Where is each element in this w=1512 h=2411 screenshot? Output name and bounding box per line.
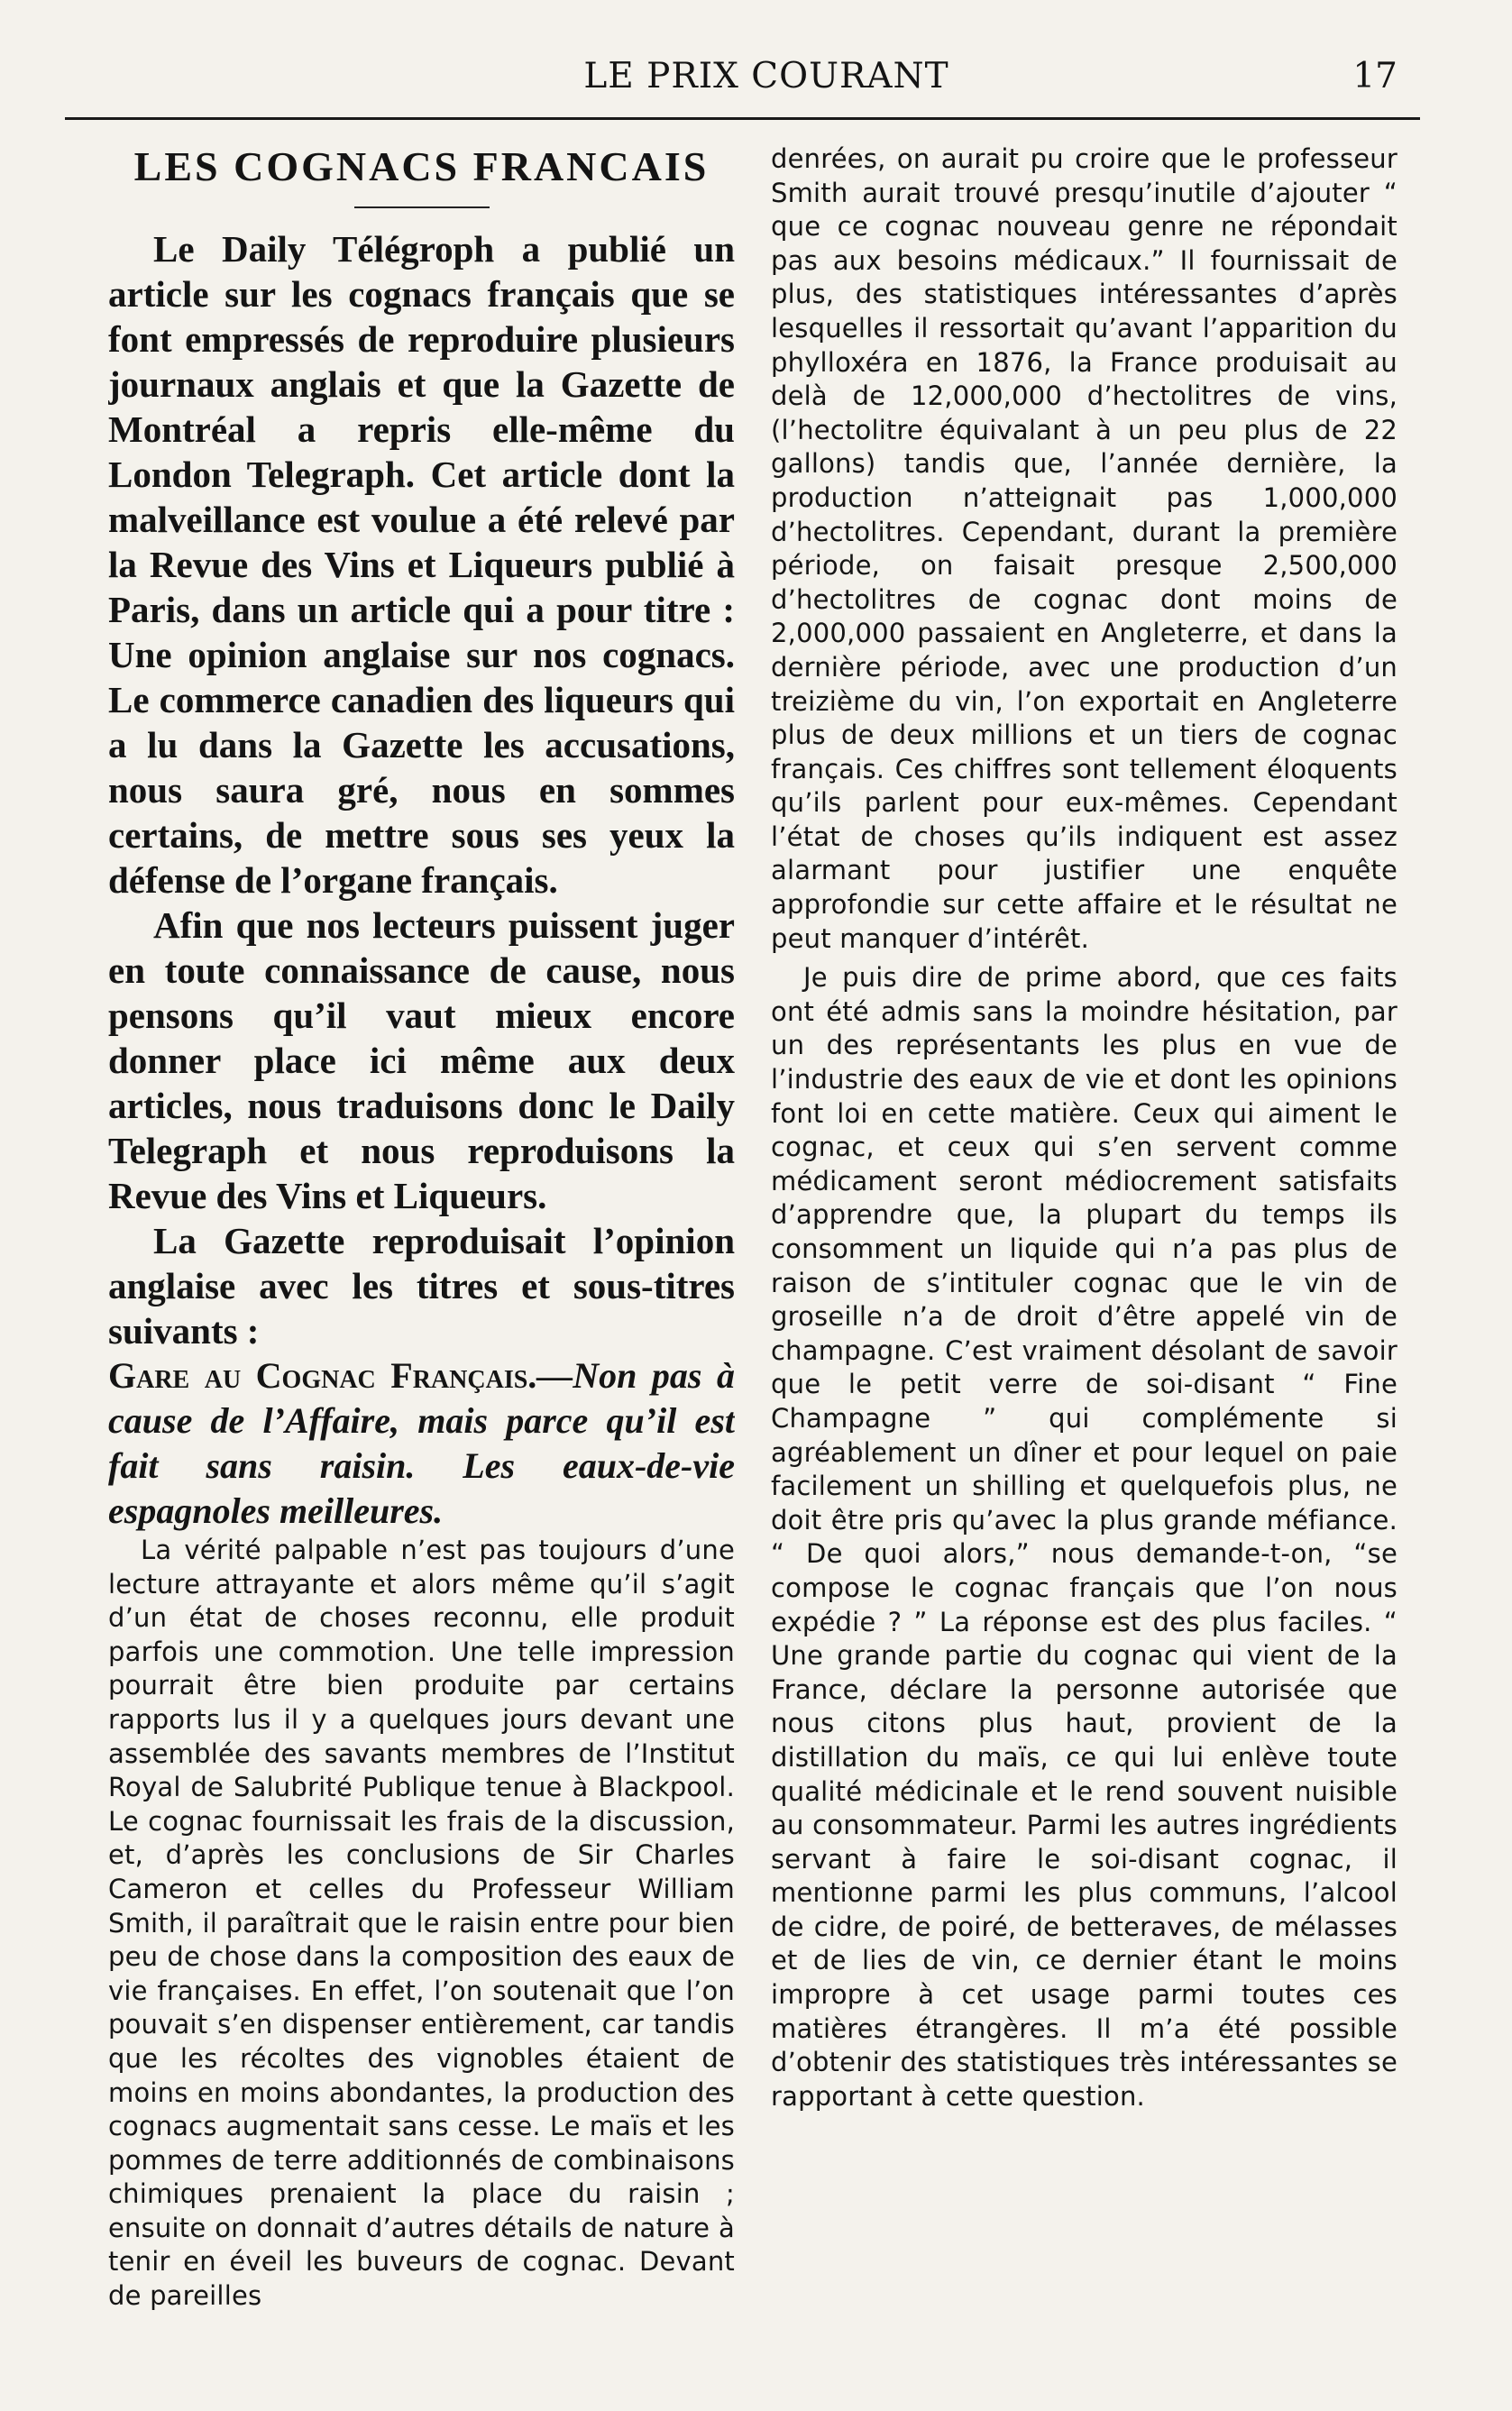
- subheading-caps: Gare au Cognac Français.: [108, 1355, 537, 1396]
- third-paragraph: La Gazette reproduisait l’opinion anglaise avec les titres et sous-titres suivants :: [108, 1220, 735, 1352]
- page-number: 17: [1352, 56, 1397, 96]
- body-left-paragraph: La vérité palpable n’est pas toujours d’une lecture attrayante et alors même qu’il s’agit d’un état de choses reconnu, elle produit parfois une commotion. Une telle impression pourrait être bien produite par certains rapports lus il y a quelques jours devant une assemblée des savants membres de l’Institut Royal de Salubrité Publique tenue à Blackpool. Le cognac fournissait les frais de la discussion, et, d’après les conclusions de Sir Charles Cameron et celles du Professeur William Smith, il paraîtrait que le raisin entre pour bien peu de chose dans la composition des eaux de vie françaises. En effet, l’on soutenait que l’on pouvait s’en dispenser entièrement, car tandis que les récoltes des vignobles étaient de moins en moins abondantes, la production des cognacs augmentait sans cesse. Le maïs et les pommes de terre additionnés de combinaisons chimiques prenaient la place du raisin ; ensuite on donnait d’autres détails de nature à tenir en éveil les buveurs de cognac. Devant de pareilles: [108, 1535, 735, 2312]
- running-head: [135, 56, 1397, 110]
- body-right-paragraph-1: denrées, on aurait pu croire que le professeur Smith aurait trouvé presqu’inutile d’ajouter “ que ce cognac nouveau genre ne répondait pas aux besoins médicaux.” Il fournissait de plus, des statistiques intéressantes d’après lesquelles il ressortait qu’avant l’apparition du phylloxéra en 1876, la France produisait au delà de 12,000,000 d’hectolitres de vins, (l’hectolitre équivalant à un peu plus de 22 gallons) tandis que, l’année dernière, la production n’atteignait pas 1,000,000 d’hectolitres. Cependant, durant la première période, on faisait presque 2,500,000 d’hectolitres de cognac dont moins de 2,000,000 passaient en Angleterre, et dans la dernière période, avec une production d’un treizième du vin, l’on exportait en Angleterre plus de deux millions et un tiers de cognac français. Ces chiffres sont tellement éloquents qu’ils parlent pour eux-mêmes. Cependant l’état de choses qu’ils indiquent est assez alarmant pour justifier une enquête approfondie sur cette affaire et le résultat ne peut manquer d’intérêt.: [771, 143, 1397, 954]
- article-title: LES COGNACS FRANCAIS: [133, 143, 710, 189]
- subheading-italic: —Non pas à cause de l’Affaire, mais parce qu’il est fait sans raisin. Les eaux-de-vie espagnoles meilleures.: [108, 1355, 735, 1531]
- right-column: [771, 142, 1397, 2324]
- running-title: LE PRIX COURANT: [583, 56, 949, 96]
- title-rule: [354, 206, 490, 208]
- lead-paragraph: Le Daily Télégroph a publié un article sur les cognacs français que se font empressés de reproduire plusieurs journaux anglais et que la Gazette de Montréal a repris elle-même du London Telegraph. Cet article dont la malveillance est voulue a été relevé par la Revue des Vins et Liqueurs publié à Paris, dans un article qui a pour titre : Une opinion anglaise sur nos cognacs. Le commerce canadien des liqueurs qui a lu dans la Gazette les accusations, nous saura gré, nous en sommes certains, de mettre sous ses yeux la défense de l’organe français.: [108, 228, 735, 901]
- header-rule: [65, 117, 1420, 120]
- second-paragraph: Afin que nos lecteurs puissent juger en toute connaissance de cause, nous pensons qu’il vaut mieux encore donner place ici même aux deux articles, nous traduisons donc le Daily Telegraph et nous reproduisons la Revue des Vins et Liqueurs.: [108, 904, 735, 1216]
- subheadings: [108, 1353, 735, 1534]
- left-column: [108, 142, 735, 2324]
- body-right-paragraph-2: Je puis dire de prime abord, que ces faits ont été admis sans la moindre hésitation, par un des représentants les plus en vue de l’industrie des eaux de vie et dont les opinions font loi en cette matière. Ceux qui aiment le cognac, et ceux qui s’en servent comme médicament seront médiocrement satisfaits d’apprendre que, la plupart du temps ils consomment un liquide qui n’a pas plus de raison de s’intituler cognac que le vin de groseille n’a de droit d’être appelé vin de champagne. C’est vraiment désolant de savoir que le petit verre de soi-disant “ Fine Champagne ” qui complémente si agréablement un dîner et pour lequel on paie facilement un shilling et quelquefois plus, ne doit être pris qu’avec la plus grande méfiance. “ De quoi alors,” nous demande-t-on, “se compose le cognac français que l’on nous expédie ? ” La réponse est des plus faciles. “ Une grande partie du cognac qui vient de la France, déclare la personne autorisée que nous citons plus haut, provient de la distillation du maïs, ce qui lui enlève toute qualité médicinale et le rend souvent nuisible au consommateur. Parmi les autres ingrédients servant à faire le soi-disant cognac, il mentionne parmi les plus communs, l’alcool de cidre, de poiré, de betteraves, de mélasses et de lies de vin, ce dernier étant le moins impropre à cet usage parmi toutes ces matières étrangères. Il m’a été possible d’obtenir des statistiques très intéressantes se rapportant à cette question.: [771, 962, 1397, 2112]
